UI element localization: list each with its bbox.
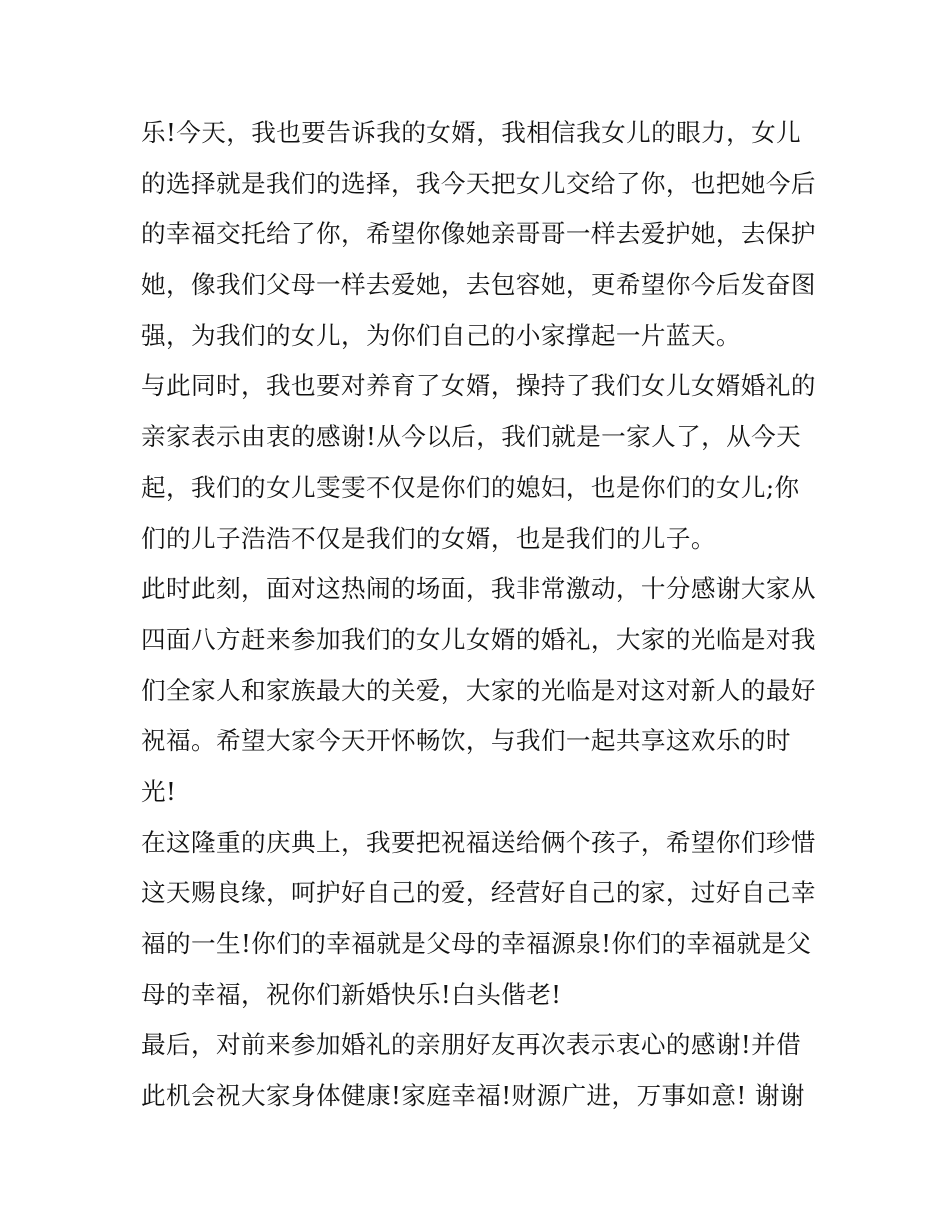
text-line: 的幸福交托给了你，希望你像她亲哥哥一样去爱护她，去保护 [141, 219, 816, 249]
text-line: 这天赐良缘，呵护好自己的爱，经营好自己的家，过好自己幸 [141, 878, 816, 908]
text-line: 起，我们的女儿雯雯不仅是你们的媳妇，也是你们的女儿;你 [141, 472, 800, 502]
text-line: 此机会祝大家身体健康!家庭幸福!财源广进，万事如意! 谢谢 [141, 1081, 805, 1111]
text-line: 们的儿子浩浩不仅是我们的女婿，也是我们的儿子。 [141, 523, 716, 553]
text-line: 亲家表示由衷的感谢!从今以后，我们就是一家人了，从今天 [141, 422, 802, 452]
text-line: 的选择就是我们的选择，我今天把女儿交给了你，也把她今后 [141, 168, 816, 198]
speech-text [141, 108, 816, 1122]
text-line: 此时此刻，面对这热闹的场面，我非常激动，十分感谢大家从 [141, 574, 816, 604]
text-line: 光! [141, 776, 177, 806]
text-line: 祝福。希望大家今天开怀畅饮，与我们一起共享这欢乐的时 [141, 726, 791, 756]
text-line: 强，为我们的女儿，为你们自己的小家撑起一片蓝天。 [141, 320, 741, 350]
text-line: 最后，对前来参加婚礼的亲朋好友再次表示衷心的感谢!并借 [141, 1030, 802, 1060]
text-line: 在这隆重的庆典上，我要把祝福送给俩个孩子，希望你们珍惜 [141, 827, 816, 857]
text-line: 母的幸福，祝你们新婚快乐!白头偕老! [141, 979, 562, 1009]
text-line: 们全家人和家族最大的关爱，大家的光临是对这对新人的最好 [141, 675, 816, 705]
text-line: 与此同时，我也要对养育了女婿，操持了我们女儿女婿婚礼的 [141, 371, 816, 401]
text-line: 她，像我们父母一样去爱她，去包容她，更希望你今后发奋图 [141, 270, 816, 300]
text-line: 福的一生!你们的幸福就是父母的幸福源泉!你们的幸福就是父 [141, 929, 812, 958]
text-line: 乐!今天，我也要告诉我的女婿，我相信我女儿的眼力，女儿 [141, 118, 802, 147]
text-line: 四面八方赶来参加我们的女儿女婿的婚礼，大家的光临是对我 [141, 624, 816, 654]
